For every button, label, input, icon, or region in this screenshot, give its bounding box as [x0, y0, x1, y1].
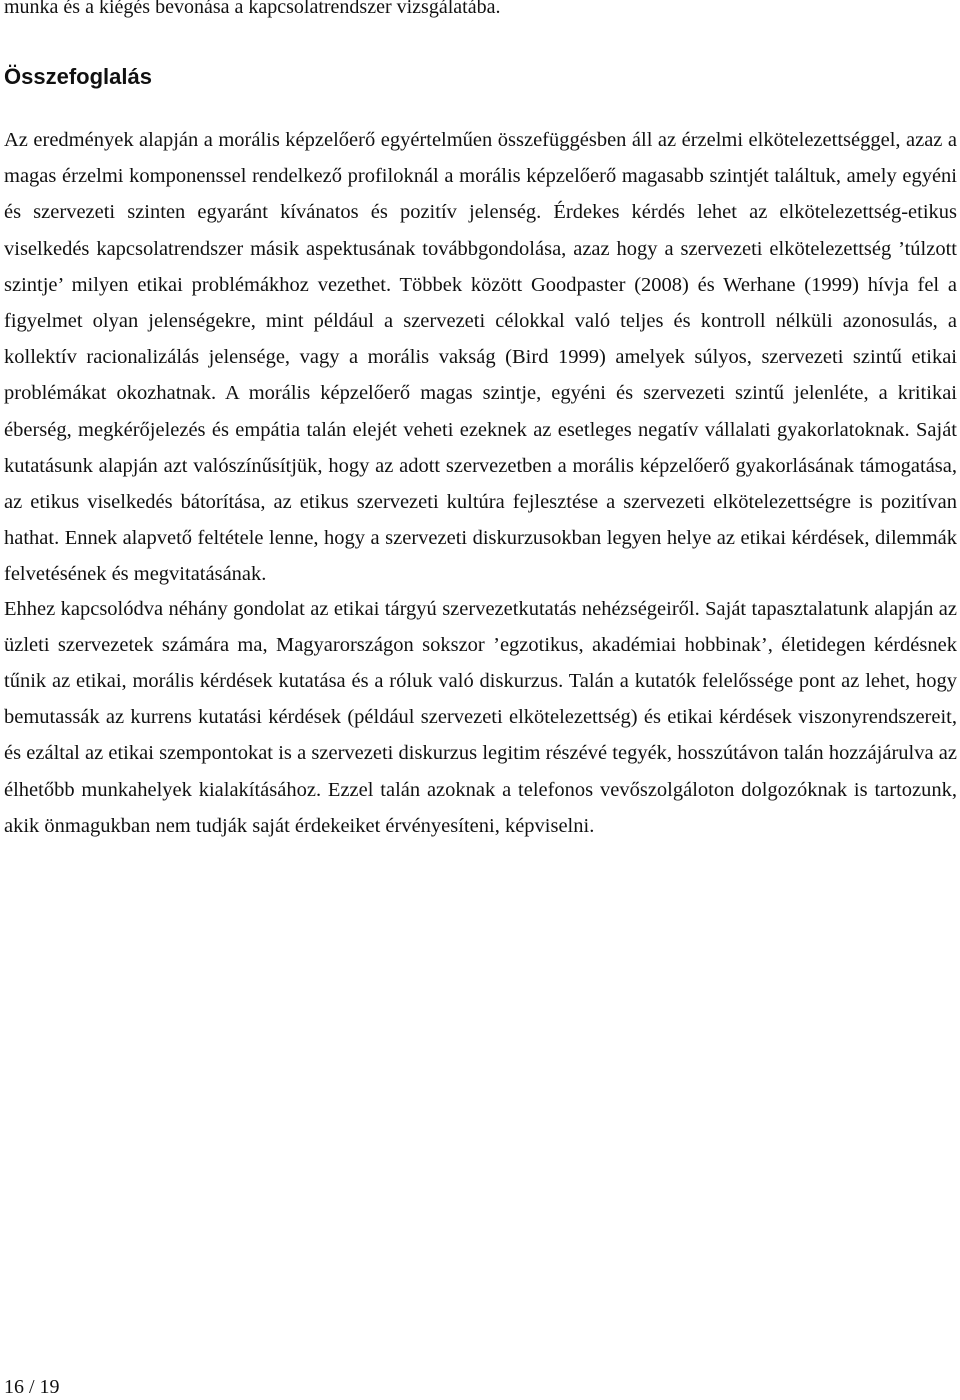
section-title: Összefoglalás — [4, 64, 152, 89]
paragraph-summary: Az eredmények alapján a morális képzelőerő egyértelműen összefüggésben áll az érzelmi elkötelezettséggel, azaz a magas érzelmi komponenssel rendelkező profiloknál a morális képzelőerő magasabb szintjét találtuk, amely egyéni és szervezeti szinten egyaránt kívánatos és pozitív jelenség. Érdekes kérdés lehet az elkötelezettség-etikus viselkedés kapcsolatrendszer másik aspektusának továbbgondolása, azaz hogy a szervezeti elkötelezettség ’túlzott szintje’ milyen etikai problémákhoz vezethet. Többek között Goodpaster (2008) és Werhane (1999) hívja fel a figyelmet olyan jelenségekre, mint például a szervezeti célokkal való teljes és kontroll nélküli azonosulás, a kollektív racionalizálás jelensége, vagy a morális vakság (Bird 1999) amelyek súlyos, szervezeti szintű etikai problémákat okozhatnak. A morális képzelőerő magas szintje, egyéni és szervezeti szintű jelenléte, a kritikai éberség, megkérőjelezés és empátia talán elejét veheti ezeknek az esetleges negatív vállalati gyakorlatoknak. Saját kutatásunk alapján azt valószínűsítjük, hogy az adott szervezetben a morális képzelőerő gyakorlásának támogatása, az etikus viselkedés bátorítása, az etikus szervezeti kultúra fejlesztése a szervezeti elkötelezettségre is pozitívan hathat. Ennek alapvető feltétele lenne, hogy a szervezeti diskurzusokban legyen helye az etikai kérdések, dilemmák felvetésének és megvitatásának. — [4, 129, 957, 586]
body-text — [4, 122, 957, 844]
previous-text-line: munka és a kiégés bevonása a kapcsolatrendszer vizsgálatába. — [4, 0, 501, 18]
paragraph-research-difficulties: Ehhez kapcsolódva néhány gondolat az etikai tárgyú szervezetkutatás nehézségeiről. Saját tapasztalatunk alapján az üzleti szervezetek számára ma, Magyarországon sokszor ’egzotikus, akadémiai hobbinak’, életidegen kérdésnek tűnik az etikai, morális kérdések kutatása és a róluk való diskurzus. Talán a kutatók felelőssége pont az lehet, hogy bemutassák az kurrens kutatási kérdések (például szervezeti elkötelezettség) és etikai kérdések viszonyrendszereit, és ezáltal az etikai szempontokat is a szervezeti diskurzus legitim részévé tegyék, hosszútávon talán hozzájárulva az élhetőbb munkahelyek kialakításához. Ezzel talán azoknak a telefonos vevőszolgáloton dolgozóknak is tartozunk, akik önmagukban nem tudják saját érdekeiket érvényesíteni, képviselni. — [4, 597, 957, 837]
page-number: 16 / 19 — [4, 1376, 60, 1398]
